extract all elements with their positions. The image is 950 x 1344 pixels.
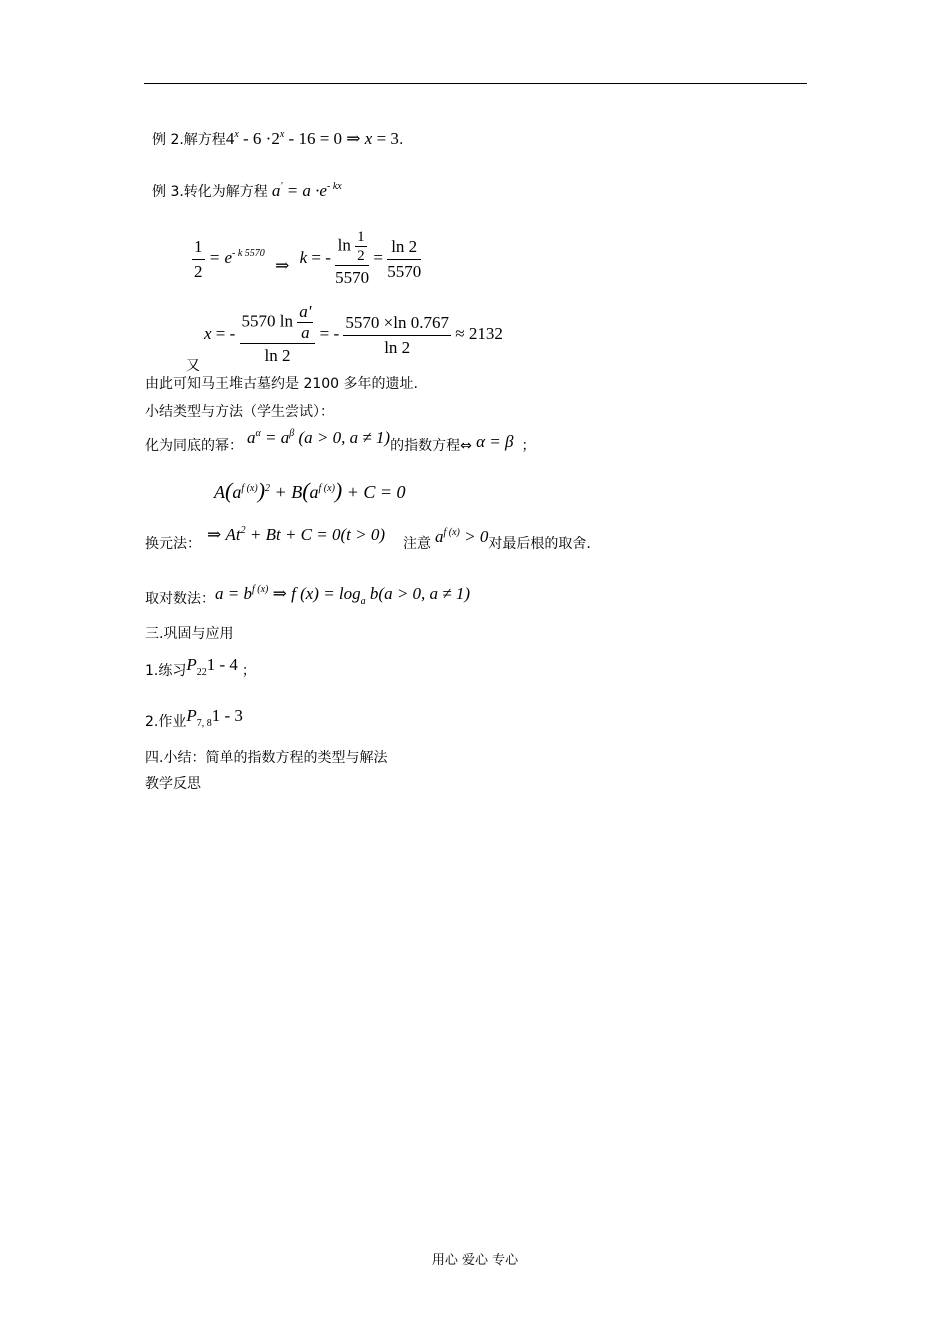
fraction-numeric: $\frac{5570 \times\ln 0.767}{\ln 2}$ bbox=[345, 312, 449, 357]
homework-line: 2.作业$P_{7, 8}1 - 3$ bbox=[145, 706, 243, 730]
substitution-line: 换元法： ⇒ $At^2 + Bt + C = 0(t > 0)$ 注意 $a^{f (x)} > 0$对最后根的取舍. bbox=[145, 525, 591, 552]
fraction-ln2-over-5570: $\frac{\ln 2}{5570}$ bbox=[387, 236, 422, 281]
substitution-equation: ⇒ $At^2 + Bt + C = 0(t > 0)$ bbox=[207, 525, 385, 544]
positivity-note: $a^{f (x)} > 0$ bbox=[435, 527, 489, 546]
fraction-one-half: $\frac{1}{2}$ bbox=[194, 236, 203, 281]
x-computation: x = - 5570 ln $\frac{a'}{a}$ ln 2 = - $\frac{5570 \times\ln 0.767}{\ln 2}$ ≈ 2132 bbox=[204, 302, 503, 368]
log-method-equation: $a = b^{f (x)}$ ⇒ f $(x) = \log_a b(a > 0$, a ≠ 1) bbox=[215, 584, 471, 607]
example-3 bbox=[152, 182, 342, 203]
example-2: 例 2.解方程$4^x - 6 \cdot 2^x - 16 = 0$ ⇒ x = 3. bbox=[152, 129, 404, 148]
log-method-line: 取对数法：$a = b^{f (x)}$ ⇒ f $(x) = \log_a b(a > 0$, a ≠ 1) bbox=[145, 584, 471, 607]
practice-line: 1.练习$P_{22}1 - 4$ ； bbox=[145, 655, 256, 679]
you-label: 又 bbox=[186, 358, 200, 374]
section-3-heading: 三.巩固与应用 bbox=[145, 626, 234, 642]
example-2-label: 例 2.解方程 bbox=[152, 132, 226, 148]
same-base-equation: $a^\alpha = a^\beta$ (a > 0, a ≠ 1) bbox=[247, 428, 391, 447]
reflection-label: 教学反思 bbox=[145, 776, 201, 792]
conclusion-text: 由此可知马王堆古墓约是 2100 多年的遗址. bbox=[145, 376, 418, 392]
example-2-equation: $4^x - 6 \cdot 2^x - 16 = 0$ ⇒ x = 3 bbox=[225, 129, 399, 148]
fraction-5570-ln-a-prime: 5570 ln $\frac{a'}{a}$ ln 2 bbox=[240, 302, 316, 368]
section-4-heading: 四.小结：简单的指数方程的类型与解法 bbox=[145, 750, 388, 766]
same-base-line: 化为同底的幂： $a^\alpha = a^\beta$ (a > 0, a ≠ 1)的指数方程⇔ α = β ； bbox=[145, 428, 536, 454]
k-derivation: $\frac{1}{2}$ = $e^{- k 5570}$ ⇒ k = - ln $\frac{1}{2}$ 5570 = $\frac{\ln 2}{5570}$ bbox=[192, 228, 421, 290]
example-3-label: 例 3.转化为解方程 bbox=[152, 184, 268, 200]
header-rule bbox=[144, 83, 807, 84]
example-3-equation: $a' = a \cdot e^{- kx}$ bbox=[271, 181, 342, 200]
practice-reference: $P_{22}1 - 4$ bbox=[186, 655, 238, 678]
fraction-ln-half-over-5570: ln $\frac{1}{2}$ 5570 bbox=[335, 229, 370, 287]
homework-reference: $P_{7, 8}1 - 3$ bbox=[186, 706, 243, 729]
page-footer: 用心 爱心 专心 bbox=[431, 1253, 519, 1268]
summary-heading: 小结类型与方法（学生尝试）： bbox=[145, 404, 334, 420]
substitution-formula: $A(a^{f (x)})^2 + B(a^{f (x)}) + C = 0$ bbox=[214, 478, 406, 503]
